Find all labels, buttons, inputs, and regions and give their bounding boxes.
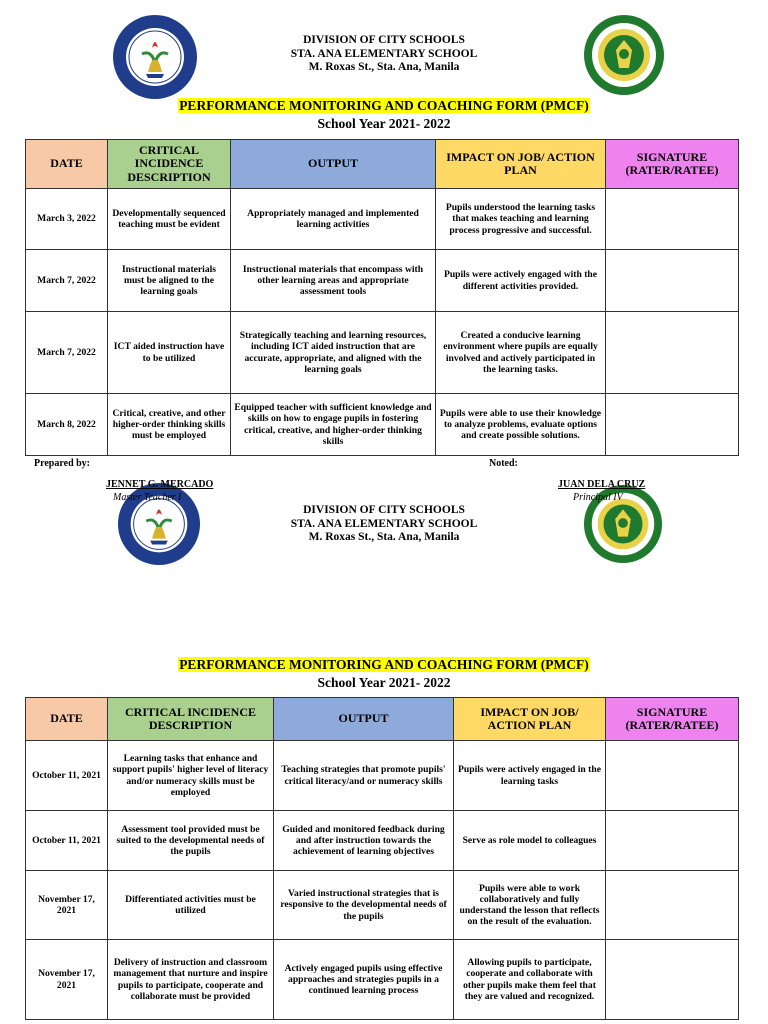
cell-date: October 11, 2021 bbox=[26, 811, 108, 871]
col-header-date: DATE bbox=[26, 140, 108, 189]
table-row bbox=[26, 250, 739, 312]
table-row bbox=[26, 312, 739, 394]
col-header-output: OUTPUT bbox=[274, 698, 454, 741]
cell-output: Actively engaged pupils using effective approaches and strategies pupils in a continued learning process bbox=[274, 940, 454, 1020]
table-row bbox=[26, 811, 739, 871]
table-row bbox=[26, 741, 739, 811]
form-title-1 bbox=[0, 98, 768, 114]
noted-label: Noted: bbox=[489, 458, 518, 469]
cell-output: Guided and monitored feedback during and after instruction towards the achievement of learning objectives bbox=[274, 811, 454, 871]
school-year-1: School Year 2021- 2022 bbox=[317, 116, 451, 131]
cell-signature bbox=[606, 940, 739, 1020]
cell-date: October 11, 2021 bbox=[26, 741, 108, 811]
cell-critical: Learning tasks that enhance and support pupils' higher level of literacy and/or numeracy skills must be employed bbox=[108, 741, 274, 811]
division-line: DIVISION OF CITY SCHOOLS bbox=[303, 34, 465, 46]
cell-signature bbox=[606, 250, 739, 312]
col-header-impact: IMPACT ON JOB/ ACTION PLAN bbox=[436, 140, 606, 189]
cell-date: March 7, 2022 bbox=[26, 250, 108, 312]
form-title-text: PERFORMANCE MONITORING AND COACHING FORM (PMCF) bbox=[179, 98, 589, 113]
cell-impact: Serve as role model to colleagues bbox=[454, 811, 606, 871]
cell-date: November 17, 2021 bbox=[26, 871, 108, 940]
cell-date: March 3, 2022 bbox=[26, 189, 108, 250]
pmcf-table-1 bbox=[25, 139, 739, 456]
address-line: M. Roxas St., Sta. Ana, Manila bbox=[308, 531, 460, 543]
cell-output: Varied instructional strategies that is responsive to the developmental needs of the pupils bbox=[274, 871, 454, 940]
table-row bbox=[26, 940, 739, 1020]
pmcf-table-2 bbox=[25, 697, 739, 1020]
cell-impact: Pupils were actively engaged in the learning tasks bbox=[454, 741, 606, 811]
form-title-text: PERFORMANCE MONITORING AND COACHING FORM (PMCF) bbox=[179, 657, 589, 672]
cell-output: Equipped teacher with sufficient knowledge and skills on how to engage pupils in fostering critical, creative, and higher-order thinking skills bbox=[231, 394, 436, 456]
cell-critical: Differentiated activities must be utilized bbox=[108, 871, 274, 940]
table-row bbox=[26, 871, 739, 940]
table-row bbox=[26, 189, 739, 250]
cell-date: March 8, 2022 bbox=[26, 394, 108, 456]
cell-output: Appropriately managed and implemented learning activities bbox=[231, 189, 436, 250]
cell-signature bbox=[606, 394, 739, 456]
cell-signature bbox=[606, 811, 739, 871]
address-line: M. Roxas St., Sta. Ana, Manila bbox=[308, 61, 460, 73]
col-header-date: DATE bbox=[26, 698, 108, 741]
school-name-line: STA. ANA ELEMENTARY SCHOOL bbox=[290, 517, 478, 530]
cell-critical: Instructional materials must be aligned to the learning goals bbox=[108, 250, 231, 312]
noter-role: Principal IV bbox=[573, 492, 623, 503]
prepared-by-label: Prepared by: bbox=[34, 458, 91, 469]
cell-impact: Pupils were able to work collaboratively and fully understand the lesson that reflects on the result of the evaluation. bbox=[454, 871, 606, 940]
col-header-critical-incidence: CRITICAL INCIDENCE DESCRIPTION bbox=[108, 140, 231, 189]
col-header-signature: SIGNATURE (RATER/RATEE) bbox=[606, 140, 739, 189]
col-header-output: OUTPUT bbox=[231, 140, 436, 189]
cell-critical: Delivery of instruction and classroom management that nurture and inspire pupils to participate, cooperate and collaborate must be provided bbox=[108, 940, 274, 1020]
school-name-line: STA. ANA ELEMENTARY SCHOOL bbox=[290, 47, 478, 60]
cell-impact: Pupils were able to use their knowledge to analyze problems, evaluate options and create possible solutions. bbox=[436, 394, 606, 456]
preparer-role: Master Teacher I bbox=[113, 492, 182, 503]
school-year-2: School Year 2021- 2022 bbox=[317, 675, 451, 690]
noter-name: JUAN DELA CRUZ bbox=[558, 479, 646, 490]
cell-signature bbox=[606, 189, 739, 250]
cell-signature bbox=[606, 871, 739, 940]
cell-impact: Created a conducive learning environment where pupils are equally involved and actively participated in the learning tasks. bbox=[436, 312, 606, 394]
cell-output: Strategically teaching and learning resources, including ICT aided instruction that are accurate, appropriate, and aligned with the learning goals bbox=[231, 312, 436, 394]
cell-signature bbox=[606, 312, 739, 394]
col-header-signature: SIGNATURE (RATER/RATEE) bbox=[606, 698, 739, 741]
cell-critical: Developmentally sequenced teaching must be evident bbox=[108, 189, 231, 250]
form-title-2 bbox=[0, 657, 768, 673]
cell-impact: Pupils understood the learning tasks that makes teaching and learning process progressive and successful. bbox=[436, 189, 606, 250]
cell-critical: ICT aided instruction have to be utilized bbox=[108, 312, 231, 394]
cell-output: Instructional materials that encompass with other learning areas and appropriate assessment tools bbox=[231, 250, 436, 312]
division-line: DIVISION OF CITY SCHOOLS bbox=[303, 504, 465, 516]
col-header-critical-incidence: CRITICAL INCIDENCE DESCRIPTION bbox=[108, 698, 274, 741]
cell-critical: Critical, creative, and other higher-order thinking skills must be employed bbox=[108, 394, 231, 456]
cell-date: March 7, 2022 bbox=[26, 312, 108, 394]
col-header-impact: IMPACT ON JOB/ ACTION PLAN bbox=[454, 698, 606, 741]
cell-critical: Assessment tool provided must be suited to the developmental needs of the pupils bbox=[108, 811, 274, 871]
preparer-name: JENNET G. MERCADO bbox=[106, 479, 214, 490]
page1-header bbox=[0, 34, 768, 75]
cell-output: Teaching strategies that promote pupils' critical literacy/and or numeracy skills bbox=[274, 741, 454, 811]
cell-impact: Pupils were actively engaged with the different activities provided. bbox=[436, 250, 606, 312]
cell-signature bbox=[606, 741, 739, 811]
table-row bbox=[26, 394, 739, 456]
page2-header bbox=[0, 504, 768, 545]
cell-date: November 17, 2021 bbox=[26, 940, 108, 1020]
cell-impact: Allowing pupils to participate, cooperate and collaborate with other pupils make them feel that they are valued and recognized. bbox=[454, 940, 606, 1020]
